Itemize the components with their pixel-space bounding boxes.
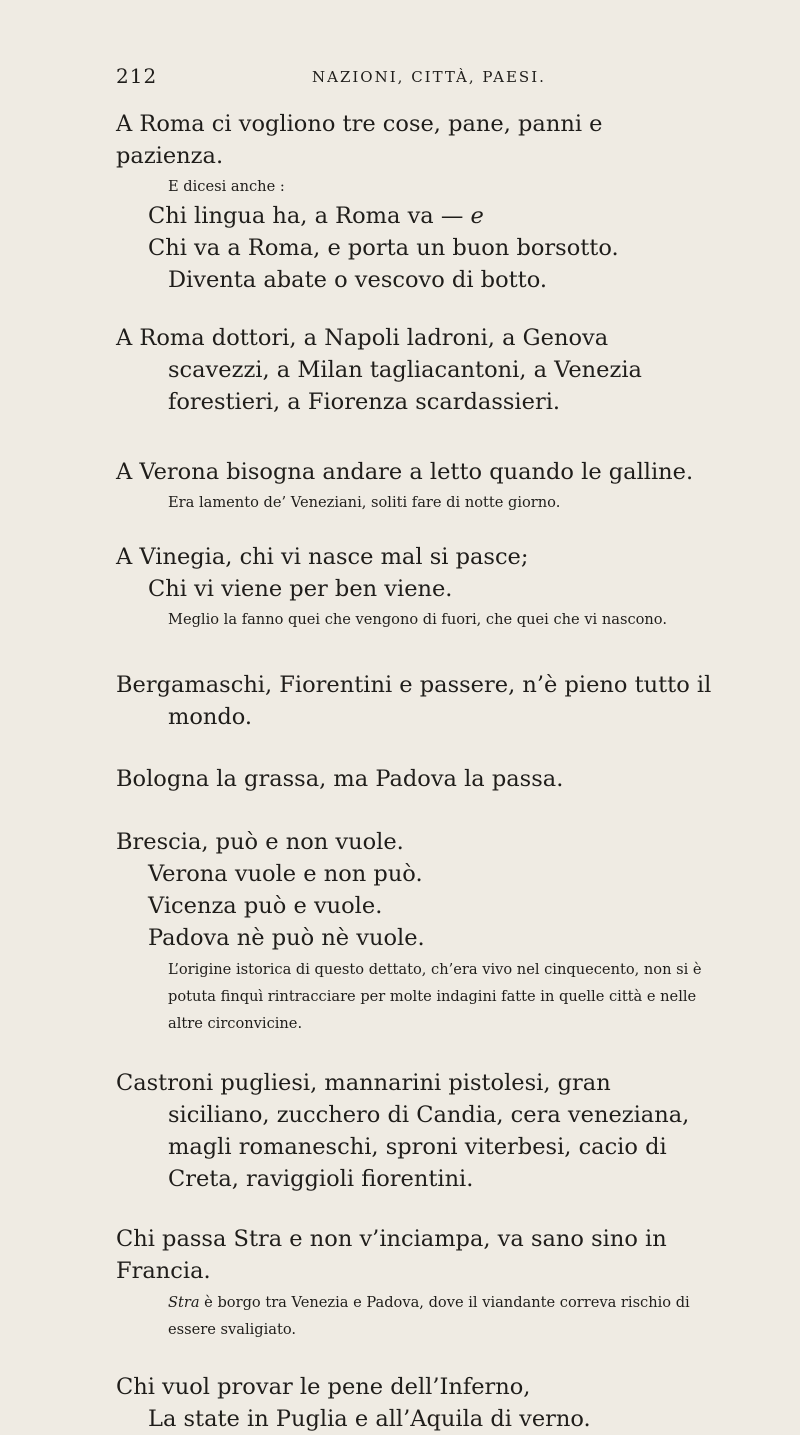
running-head <box>116 64 716 94</box>
proverb-line: A Vinegia, chi vi nasce mal si pasce; <box>116 544 529 570</box>
proverb-line: Chi vuol provar le pene dell’Inferno, <box>116 1374 531 1400</box>
proverb-line: A Roma ci vogliono tre cose, pane, panni e pazienza. <box>116 111 603 169</box>
running-title: NAZIONI, CITTÀ, PAESI. <box>312 68 546 86</box>
proverb-line: Chi vi viene per ben viene. <box>148 576 453 602</box>
note-italic: Stra <box>168 1294 200 1311</box>
page-body <box>116 108 716 1435</box>
proverb-text: Chi lingua ha, a Roma va — <box>148 203 464 229</box>
note: L’origine istorica di questo dettato, ch’era vivo nel cinquecento, non si è potuta finquì rintracciare per molte indagini fatte in quelle città e nelle altre circonvicine. <box>168 961 702 1032</box>
proverb-line: La state in Puglia e all’Aquila di verno. <box>148 1406 591 1432</box>
proverb: A Verona bisogna andare a letto quando le galline. <box>116 459 694 485</box>
note: Meglio la fanno quei che vengono di fuori, che quei che vi nascono. <box>168 611 667 628</box>
proverb: A Roma dottori, a Napoli ladroni, a Genova scavezzi, a Milan tagliacantoni, a Venezia forestieri, a Fiorenza scardassieri. <box>116 325 642 415</box>
proverb: Castroni pugliesi, mannarini pistolesi, gran siciliano, zucchero di Candia, cera veneziana, magli romaneschi, sproni viterbesi, cacio di Creta, raviggioli fiorentini. <box>116 1070 690 1192</box>
proverb-italic: e <box>470 203 484 229</box>
proverb: Bologna la grassa, ma Padova la passa. <box>116 766 564 792</box>
proverb: Bergamaschi, Fiorentini e passere, n’è pieno tutto il mondo. <box>116 672 712 730</box>
page-number: 212 <box>116 64 158 88</box>
note: E dicesi anche : <box>168 178 285 195</box>
proverb-line: Brescia, può e non vuole. <box>116 829 404 855</box>
note: Era lamento de’ Veneziani, soliti fare di notte giorno. <box>168 494 561 511</box>
note <box>116 1289 716 1343</box>
proverb-line: Verona vuole e non può. <box>148 861 423 887</box>
proverb-line: Chi va a Roma, e porta un buon borsotto. <box>148 235 619 261</box>
proverb-line <box>116 200 716 232</box>
note-text: è borgo tra Venezia e Padova, dove il viandante correva rischio di essere svaligiato. <box>168 1294 690 1338</box>
proverb-line: Diventa abate o vescovo di botto. <box>168 267 548 293</box>
proverb-line: Padova nè può nè vuole. <box>148 925 425 951</box>
proverb-line: Vicenza può e vuole. <box>148 893 383 919</box>
proverb: Chi passa Stra e non v’inciampa, va sano sino in Francia. <box>116 1226 667 1284</box>
